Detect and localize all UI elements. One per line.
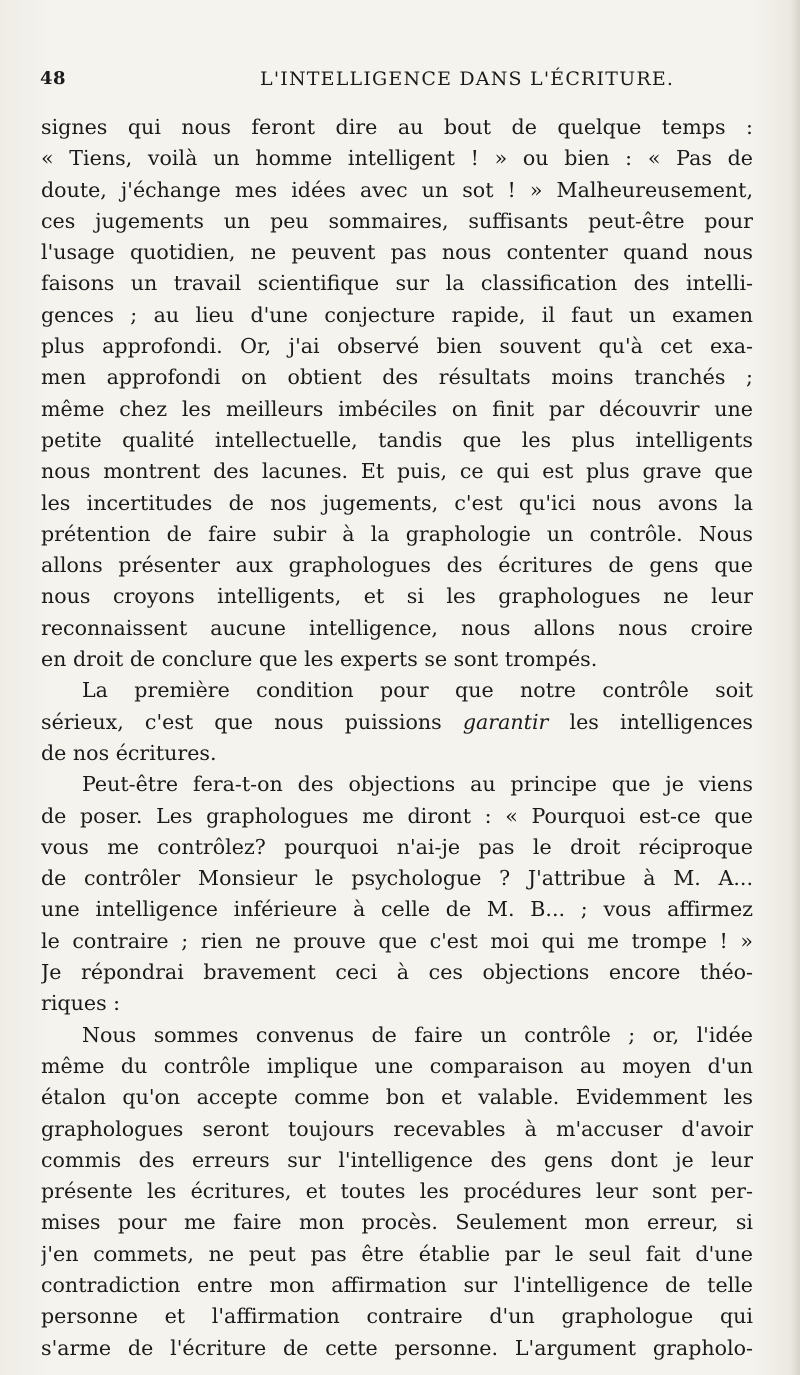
text-line-14: prétention de faire subir à la graphologie un contrôle. Nous	[41, 521, 753, 546]
text-line-34: commis des erreurs sur l'intelligence des gens dont je leur	[41, 1147, 753, 1172]
text-line-15: allons présenter aux graphologues des écritures de gens que	[41, 553, 753, 578]
text-line-20-before: sérieux, c'est que nous puissions	[41, 709, 463, 734]
text-line-22: Peut-être fera-t-on des objections au principe que je viens	[82, 772, 753, 797]
text-line-25: de contrôler Monsieur le psychologue ? J'attribue à M. A...	[41, 866, 753, 891]
text-line-20-after: les intelligences	[548, 709, 753, 734]
text-line-30: Nous sommes convenus de faire un contrôle ; or, l'idée	[82, 1022, 753, 1047]
text-line-9: men approfondi on obtient des résultats moins tranchés ;	[41, 365, 753, 390]
page-number: 48	[40, 68, 67, 89]
text-line-18: en droit de conclure que les experts se sont trompés.	[41, 647, 598, 672]
text-line-26: une intelligence inférieure à celle de M. B... ; vous affirmez	[41, 897, 753, 922]
text-line-28: Je répondrai bravement ceci à ces objections encore théo-	[41, 960, 753, 985]
text-line-32: étalon qu'on accepte comme bon et valable. Evidemment les	[41, 1085, 753, 1110]
text-line-20	[41, 707, 753, 738]
text-line-17: reconnaissent aucune intelligence, nous allons nous croire	[41, 615, 753, 640]
text-line-8: plus approfondi. Or, j'ai observé bien souvent qu'à cet exa-	[41, 334, 753, 359]
text-line-19-before: La première condition pour que notre contrôle soit	[82, 678, 753, 703]
text-line-27: le contraire ; rien ne prouve que c'est moi qui me trompe ! »	[41, 928, 753, 953]
text-line-19	[41, 675, 753, 706]
text-line-16: nous croyons intelligents, et si les graphologues ne leur	[41, 584, 753, 609]
text-line-1: signes qui nous feront dire au bout de quelque temps :	[41, 115, 753, 139]
text-line-39: personne et l'affirmation contraire d'un graphologue qui	[41, 1304, 753, 1329]
text-line-36: mises pour me faire mon procès. Seulement mon erreur, si	[41, 1210, 753, 1235]
page-header	[40, 68, 760, 94]
text-line-5: l'usage quotidien, ne peuvent pas nous contenter quand nous	[41, 240, 753, 265]
text-line-13: les incertitudes de nos jugements, c'est qu'ici nous avons la	[41, 490, 753, 515]
text-line-2: « Tiens, voilà un homme intelligent ! » ou bien : « Pas de	[41, 146, 753, 171]
text-line-33: graphologues seront toujours recevables à m'accuser d'avoir	[41, 1116, 753, 1141]
text-line-38: contradiction entre mon affirmation sur l'intelligence de telle	[41, 1272, 753, 1297]
body-text	[41, 112, 753, 1364]
text-line-29: riques :	[41, 991, 121, 1016]
text-line-31: même du contrôle implique une comparaison au moyen d'un	[41, 1053, 753, 1078]
text-line-40: s'arme de l'écriture de cette personne. L'argument grapholo-	[41, 1335, 753, 1360]
page-edge-shadow	[790, 0, 800, 1375]
text-line-10: même chez les meilleurs imbéciles on finit par découvrir une	[41, 396, 753, 421]
text-line-35: présente les écritures, et toutes les procédures leur sont per-	[41, 1179, 753, 1204]
text-line-12: nous montrent des lacunes. Et puis, ce qui est plus grave que	[41, 459, 753, 484]
emphasis-garantir: garantir	[462, 709, 549, 734]
text-line-24: vous me contrôlez? pourquoi n'ai-je pas le droit réciproque	[41, 834, 753, 859]
text-line-3: doute, j'échange mes idées avec un sot ! » Malheureusement,	[41, 177, 753, 202]
text-line-6: faisons un travail scientifique sur la classification des intelli-	[41, 271, 753, 296]
text-line-21: de nos écritures.	[41, 740, 217, 765]
text-line-4: ces jugements un peu sommaires, suffisants peut-être pour	[41, 208, 753, 233]
text-line-23: de poser. Les graphologues me diront : « Pourquoi est-ce que	[41, 803, 753, 828]
running-title: L'INTELLIGENCE DANS L'ÉCRITURE.	[260, 68, 675, 90]
text-line-11: petite qualité intellectuelle, tandis que les plus intelligents	[41, 427, 753, 452]
text-line-37: j'en commets, ne peut pas être établie par le seul fait d'une	[41, 1241, 753, 1266]
text-line-7: gences ; au lieu d'une conjecture rapide, il faut un examen	[41, 302, 753, 327]
